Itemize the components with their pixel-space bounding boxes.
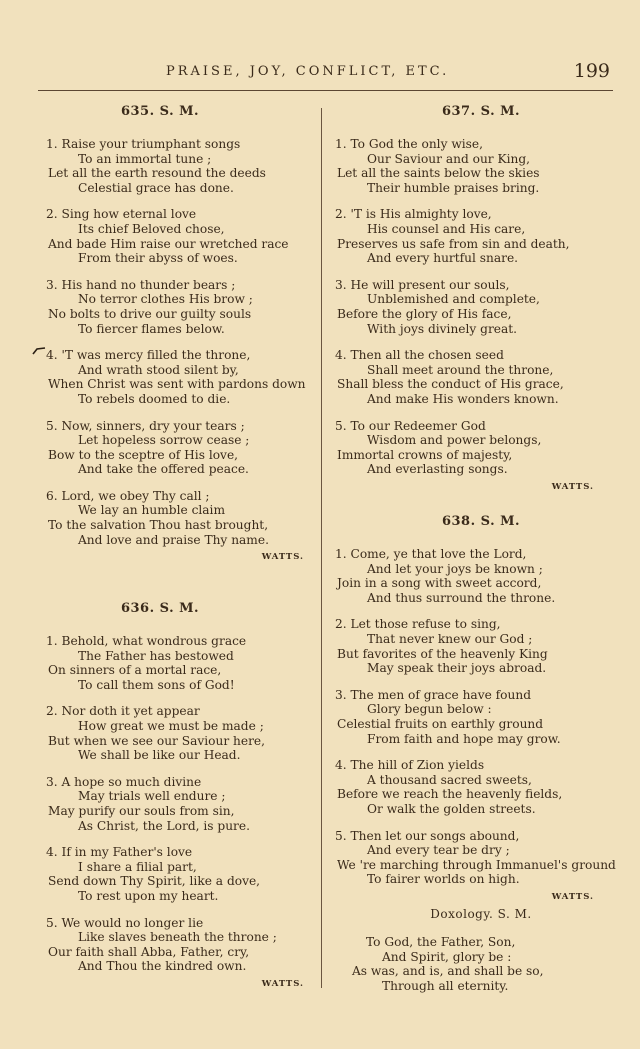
- stanza-3: [0, 775, 320, 833]
- verse-line: Its chief Beloved chose,: [78, 221, 225, 236]
- verse-line: 2. 'T is His almighty love,: [335, 207, 492, 222]
- verse-line: And every tear be dry ;: [367, 843, 510, 858]
- verse-line: And every hurtful snare.: [367, 251, 519, 266]
- verse-line: To fiercer flames below.: [78, 321, 225, 336]
- verse-line: From their abyss of woes.: [78, 251, 238, 266]
- verse-line: 4. The hill of Zion yields: [335, 758, 485, 773]
- verse-line: Our Saviour and our King,: [367, 151, 531, 166]
- verse-line: Their humble praises bring.: [367, 180, 540, 195]
- verse-line: May trials well endure ;: [78, 789, 226, 804]
- verse-line: Or walk the golden streets.: [367, 801, 536, 816]
- verse-line: And wrath stood silent by,: [78, 362, 239, 377]
- stanza-3: [0, 278, 320, 336]
- stanza-5: [322, 829, 640, 887]
- verse-line: 5. To our Redeemer God: [335, 418, 486, 433]
- hymn-635: [0, 101, 320, 562]
- verse-line: 3. He will present our souls,: [335, 277, 510, 292]
- verse-line: We 're marching through Immanuel's ground: [337, 857, 616, 872]
- hymn-638: [322, 511, 640, 902]
- verse-line: And make His wonders known.: [367, 391, 559, 406]
- stanza-2: [322, 207, 640, 265]
- verse-line: Bow to the sceptre of His love,: [48, 447, 239, 462]
- verse-line: No bolts to drive our guilty souls: [48, 306, 252, 321]
- stanza-1: [322, 137, 640, 195]
- verse-line: To fairer worlds on high.: [367, 872, 520, 887]
- verse-line: And let your joys be known ;: [367, 561, 543, 576]
- verse-line: 2. Nor doth it yet appear: [46, 704, 200, 719]
- verse-line: I share a filial part,: [78, 859, 197, 874]
- doxology-line: Through all eternity.: [382, 978, 509, 993]
- verse-line: Let all the saints below the skies: [337, 166, 540, 181]
- verse-line: 3. A hope so much divine: [46, 774, 202, 789]
- verse-line: Let all the earth resound the deeds: [48, 166, 266, 181]
- verse-line: When Christ was sent with pardons down: [48, 377, 306, 392]
- verse-line: To call them sons of God!: [78, 677, 235, 692]
- hymn-title: 638. S. M.: [441, 514, 521, 529]
- doxology-title: Doxology. S. M.: [430, 907, 532, 921]
- verse-line: Let hopeless sorrow cease ;: [78, 433, 250, 448]
- verse-line: 1. To God the only wise,: [335, 137, 483, 151]
- stanza-5: [0, 916, 320, 974]
- verse-line: Glory begun below :: [367, 702, 492, 717]
- verse-line: 2. Sing how eternal love: [46, 207, 197, 222]
- verse-line: And take the offered peace.: [78, 462, 249, 477]
- attribution: WATTS.: [551, 891, 594, 902]
- verse-line: Our faith shall Abba, Father, cry,: [48, 944, 250, 959]
- verse-line: That never knew our God ;: [367, 631, 533, 646]
- attribution: WATTS.: [261, 552, 304, 563]
- verse-line: As Christ, the Lord, is pure.: [78, 818, 250, 833]
- verse-line: We shall be like our Head.: [78, 748, 241, 763]
- verse-line: May purify our souls from sin,: [48, 803, 235, 818]
- verse-line: Before the glory of His face,: [337, 306, 512, 321]
- verse-line: Celestial fruits on earthly ground: [337, 716, 544, 731]
- stanza-5: [322, 419, 640, 477]
- verse-line: And love and praise Thy name.: [78, 532, 269, 547]
- verse-line: 5. Now, sinners, dry your tears ;: [46, 418, 245, 433]
- verse-line: Shall meet around the throne,: [367, 362, 554, 377]
- verse-line: 4. Then all the chosen seed: [335, 348, 504, 363]
- verse-line: 1. Come, ye that love the Lord,: [335, 547, 527, 561]
- verse-line: From faith and hope may grow.: [367, 731, 561, 746]
- verse-line: And everlasting songs.: [367, 462, 508, 477]
- verse-line: To rest upon my heart.: [78, 888, 219, 903]
- page-number: 199: [573, 60, 610, 82]
- hymn-637: [322, 101, 640, 492]
- verse-line: 3. The men of grace have found: [335, 687, 532, 702]
- hymn-title: 636. S. M.: [120, 601, 200, 616]
- verse-line: The Father has bestowed: [78, 648, 234, 663]
- stanza-1: [0, 137, 320, 195]
- verse-line: 5. We would no longer lie: [46, 915, 204, 930]
- page-header: [40, 62, 610, 86]
- verse-line: A thousand sacred sweets,: [367, 772, 532, 787]
- verse-line: With joys divinely great.: [367, 321, 518, 336]
- verse-line: Immortal crowns of majesty,: [337, 447, 513, 462]
- verse-line: 4. 'T was mercy filled the throne,: [46, 348, 251, 363]
- verse-line: To rebels doomed to die.: [78, 391, 231, 406]
- verse-line: 4. If in my Father's love: [46, 845, 193, 860]
- verse-line: And Thou the kindred own.: [78, 959, 247, 974]
- verse-line: How great we must be made ;: [78, 718, 264, 733]
- verse-line: And bade Him raise our wretched race: [48, 236, 289, 251]
- stanza-4: [0, 845, 320, 903]
- stanza-2: [0, 704, 320, 762]
- stanza-4: [322, 758, 640, 816]
- running-title: PRAISE, JOY, CONFLICT, ETC.: [166, 64, 450, 79]
- doxology-line: As was, and is, and shall be so,: [352, 964, 544, 979]
- verse-line: To an immortal tune ;: [78, 151, 212, 166]
- verse-line: And thus surround the throne.: [367, 590, 556, 605]
- verse-line: 5. Then let our songs abound,: [335, 828, 520, 843]
- verse-line: No terror clothes His brow ;: [78, 292, 253, 307]
- verse-line: Shall bless the conduct of His grace,: [337, 377, 564, 392]
- verse-line: Unblemished and complete,: [367, 292, 540, 307]
- verse-line: Before we reach the heavenly fields,: [337, 787, 563, 802]
- stanza-4: [322, 348, 640, 406]
- verse-line: Wisdom and power belongs,: [367, 433, 542, 448]
- verse-line: But when we see our Saviour here,: [48, 733, 266, 748]
- verse-line: Like slaves beneath the throne ;: [78, 930, 277, 945]
- verse-line: May speak their joys abroad.: [367, 661, 547, 676]
- hymn-636: [0, 598, 320, 989]
- verse-line: 1. Behold, what wondrous grace: [46, 634, 247, 648]
- hymn-title: 637. S. M.: [441, 104, 521, 119]
- stanza-1: [322, 547, 640, 605]
- hymn-title: 635. S. M.: [120, 104, 200, 119]
- attribution: WATTS.: [261, 978, 304, 989]
- stanza-3: [322, 278, 640, 336]
- verse-line: Join in a song with sweet accord,: [337, 576, 542, 591]
- verse-line: 6. Lord, we obey Thy call ;: [46, 488, 210, 503]
- stanza-2: [0, 207, 320, 265]
- header-rule: [38, 90, 613, 91]
- verse-line: 1. Raise your triumphant songs: [46, 137, 241, 151]
- doxology-line: To God, the Father, Son,: [366, 935, 516, 949]
- verse-line: We lay an humble claim: [78, 503, 226, 518]
- verse-line: 3. His hand no thunder bears ;: [46, 277, 236, 292]
- verse-line: Celestial grace has done.: [78, 180, 234, 195]
- verse-line: On sinners of a mortal race,: [48, 663, 222, 678]
- stanza-2: [322, 617, 640, 675]
- doxology: [322, 903, 640, 993]
- stanza-1: [0, 634, 320, 692]
- attribution: WATTS.: [551, 481, 594, 492]
- verse-line: Preserves us safe from sin and death,: [337, 236, 570, 251]
- verse-line: But favorites of the heavenly King: [337, 646, 548, 661]
- verse-line: His counsel and His care,: [367, 221, 526, 236]
- stanza-5: [0, 419, 320, 477]
- doxology-line: And Spirit, glory be :: [382, 949, 512, 964]
- stanza-4: [0, 348, 320, 406]
- stanza-3: [322, 688, 640, 746]
- verse-line: To the salvation Thou hast brought,: [48, 518, 269, 533]
- stanza-6: [0, 489, 320, 547]
- verse-line: 2. Let those refuse to sing,: [335, 617, 501, 632]
- verse-line: Send down Thy Spirit, like a dove,: [48, 874, 261, 889]
